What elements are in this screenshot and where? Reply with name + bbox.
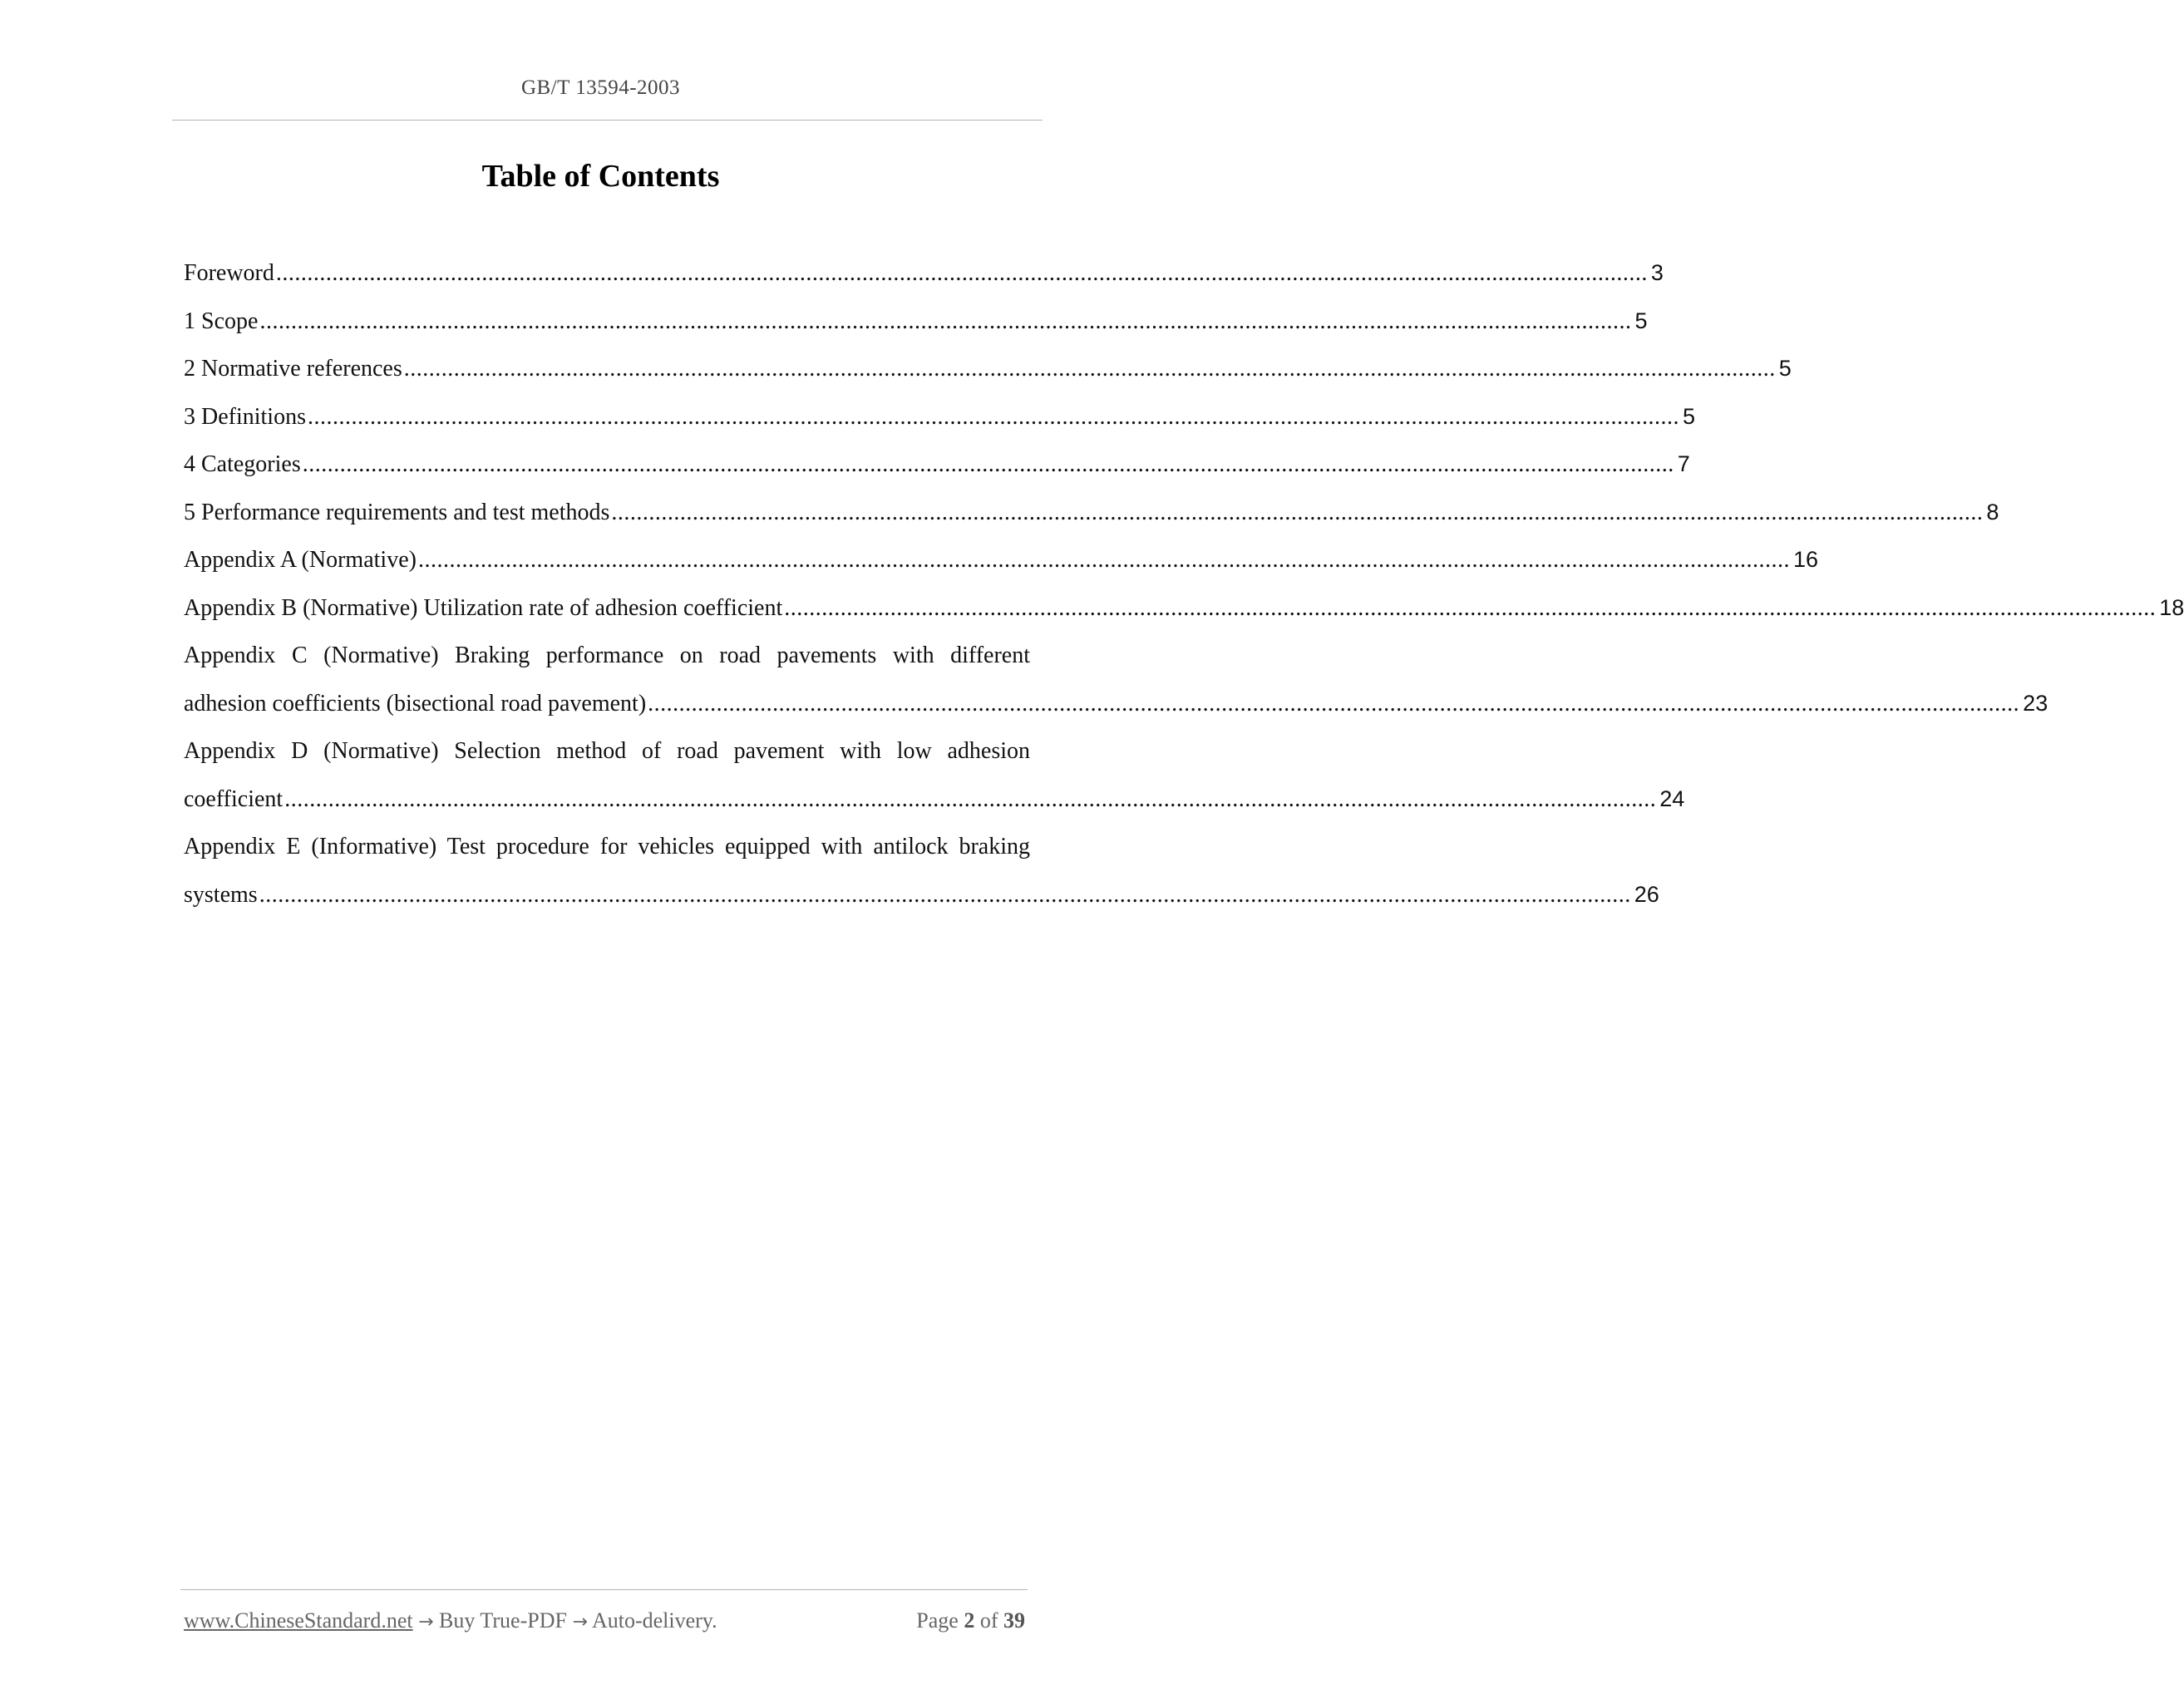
toc-entry-page: 18 [2159, 594, 2184, 620]
toc-entry-appendix-b[interactable] [184, 584, 2184, 633]
toc-entry-page: 16 [1792, 547, 1818, 572]
page-label: Page [916, 1608, 959, 1633]
website-link[interactable]: www.ChineseStandard.net [184, 1608, 413, 1633]
arrow-right-icon: → [572, 1612, 588, 1633]
toc-leader-dots: ............................................................................................................................................................................................................................ [417, 547, 1790, 573]
toc-heading: Table of Contents [481, 159, 720, 194]
toc-entry-performance-requirements[interactable] [184, 489, 1999, 537]
toc-entry-title: 3 Definitions [184, 403, 306, 430]
toc-entry-foreword[interactable] [184, 249, 1664, 298]
toc-entry-title: Foreword [184, 260, 274, 286]
toc-entry-title: Appendix A (Normative) [184, 547, 417, 573]
footer-divider [180, 1589, 1028, 1590]
toc-entry-title: Appendix B (Normative) Utilization rate of adhesion coefficient [184, 594, 783, 621]
toc-entry-title: 1 Scope [184, 308, 259, 334]
arrow-right-icon: → [418, 1612, 434, 1633]
current-page: 2 [964, 1608, 975, 1633]
toc-entry-page: 5 [1683, 403, 1696, 429]
toc-entry-normative-references[interactable] [184, 345, 1792, 393]
toc-leader-dots: ............................................................................................................................................................................................................................ [403, 356, 1776, 382]
toc-entry-page: 26 [1634, 881, 1659, 907]
toc-entry-title: coefficient [184, 785, 283, 812]
toc-leader-dots: ............................................................................................................................................................................................................................ [784, 594, 2157, 621]
page-number [916, 1608, 1025, 1633]
toc-leader-dots: ............................................................................................................................................................................................................................ [284, 785, 1657, 812]
toc-leader-dots: ............................................................................................................................................................................................................................ [648, 690, 2020, 717]
toc-entry-title-line1: Appendix E (Informative) Test procedure for vehicles equipped with antilock braking [184, 834, 1030, 859]
toc-entry-appendix-a[interactable] [184, 536, 1818, 584]
toc-entry-page: 7 [1677, 451, 1690, 476]
toc-leader-dots: ............................................................................................................................................................................................................................ [259, 881, 1631, 908]
buy-true-pdf-text: Buy True-PDF [439, 1608, 567, 1633]
toc-entry-title-line1: Appendix C (Normative) Braking performance on road pavements with different [184, 643, 1030, 668]
toc-entry-page: 5 [1634, 308, 1648, 333]
toc-entry-title: adhesion coefficients (bisectional road pavement) [184, 690, 647, 717]
page-footer [184, 1608, 1025, 1633]
toc-entry-title: 2 Normative references [184, 356, 402, 382]
header-divider [172, 120, 1043, 121]
toc-entry-page: 23 [2023, 690, 2048, 716]
of-label: of [979, 1608, 998, 1633]
toc-entry-definitions[interactable] [184, 393, 1696, 441]
toc-leader-dots: ............................................................................................................................................................................................................................ [275, 260, 1648, 286]
toc-entry-scope[interactable] [184, 298, 1648, 346]
toc-leader-dots: ............................................................................................................................................................................................................................ [302, 451, 1674, 477]
toc-entry-page: 5 [1778, 356, 1792, 381]
toc-entry-title-line1: Appendix D (Normative) Selection method of road pavement with low adhesion [184, 738, 1030, 764]
toc-entry-page: 3 [1650, 260, 1664, 285]
table-of-contents [184, 249, 2184, 918]
toc-entry-categories[interactable] [184, 441, 1690, 489]
toc-entry-page: 24 [1659, 785, 1685, 811]
total-pages: 39 [1003, 1608, 1025, 1633]
toc-leader-dots: ............................................................................................................................................................................................................................ [308, 403, 1679, 430]
toc-entry-appendix-c[interactable] [184, 632, 2048, 727]
toc-leader-dots: ............................................................................................................................................................................................................................ [611, 499, 1984, 525]
toc-entry-title: 5 Performance requirements and test methods [184, 499, 610, 525]
auto-delivery-text: Auto-delivery. [591, 1608, 717, 1633]
toc-entry-title: 4 Categories [184, 451, 301, 477]
toc-leader-dots: ............................................................................................................................................................................................................................ [259, 308, 1632, 334]
document-code-header: GB/T 13594-2003 [520, 76, 681, 99]
footer-promo [184, 1608, 717, 1633]
toc-entry-page: 8 [1986, 499, 1999, 524]
toc-entry-title: systems [184, 881, 258, 908]
toc-entry-appendix-e[interactable] [184, 823, 1659, 918]
toc-entry-appendix-d[interactable] [184, 727, 1685, 823]
